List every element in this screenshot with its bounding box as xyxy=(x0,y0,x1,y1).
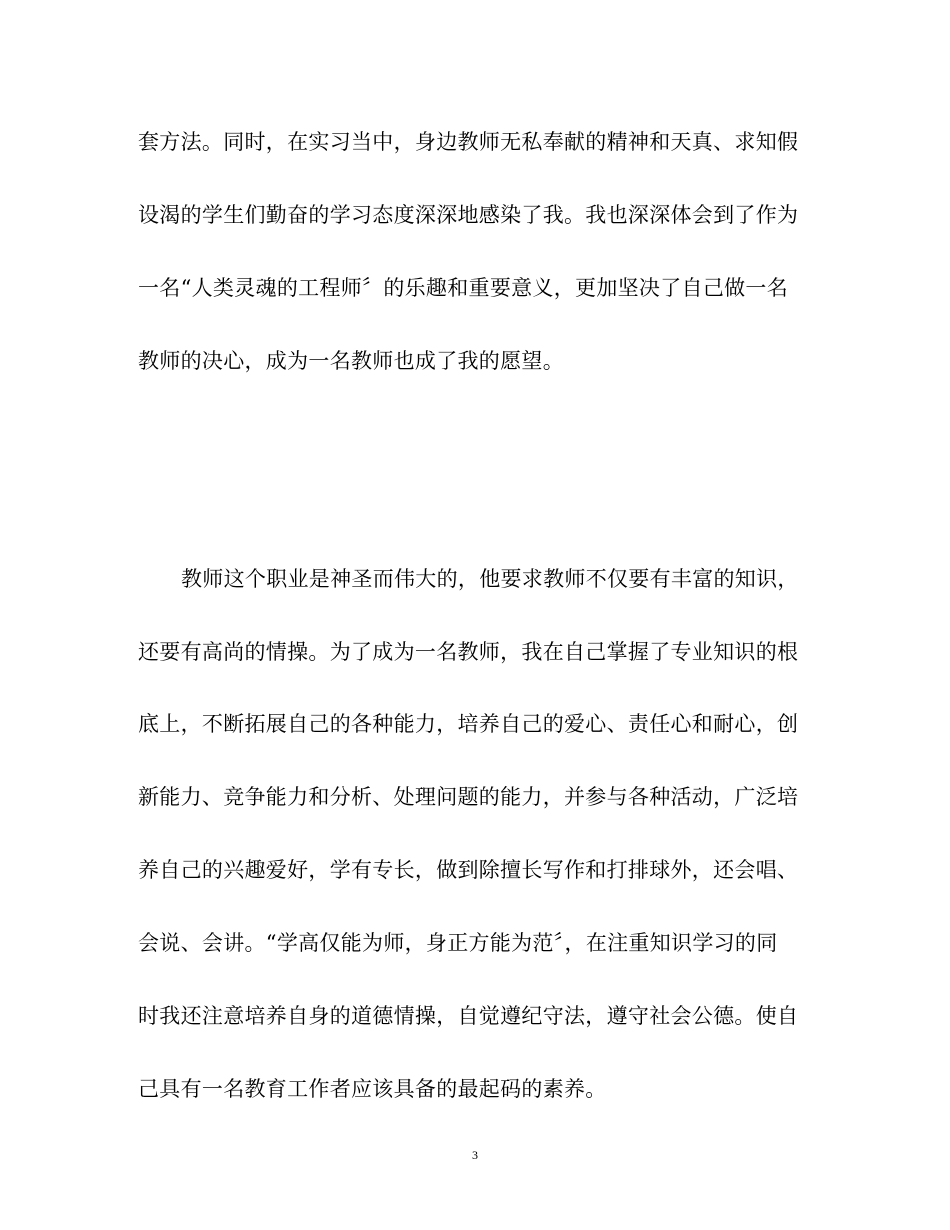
paragraph-1-line-2: 设渴的学生们勤奋的学习态度深深地感染了我。我也深深体会到了作为 xyxy=(138,203,799,227)
paragraph-2-line-4: 新能力、竞争能力和分析、处理问题的能力，并参与各种活动，广泛培 xyxy=(138,785,799,809)
paragraph-2-line-6: 会说、会讲。“学高仅能为师，身正方能为范〞，在注重知识学习的同 xyxy=(138,931,778,955)
paragraph-2-line-7: 时我还注意培养自身的道德情操，自觉遵纪守法，遵守社会公德。使自 xyxy=(138,1004,799,1028)
paragraph-1-line-4: 教师的决心，成为一名教师也成了我的愿望。 xyxy=(138,349,564,373)
page-number: 3 xyxy=(472,1148,478,1162)
paragraph-2-line-3: 底上，不断拓展自己的各种能力，培养自己的爱心、责任心和耐心，创 xyxy=(138,712,799,736)
paragraph-2-line-1: 教师这个职业是神圣而伟大的，他要求教师不仅要有丰富的知识， xyxy=(181,567,799,591)
paragraph-1-line-3: 一名“人类灵魂的工程师〞的乐趣和重要意义，更加坚决了自己做一名 xyxy=(138,276,789,300)
paragraph-1-line-1: 套方法。同时，在实习当中，身边教师无私奉献的精神和天真、求知假 xyxy=(138,130,799,154)
paragraph-2-line-2: 还要有高尚的情操。为了成为一名教师，我在自己掌握了专业知识的根 xyxy=(138,640,799,664)
paragraph-2-line-8: 己具有一名教育工作者应该具备的最起码的素养。 xyxy=(138,1077,607,1101)
paragraph-2-line-5: 养自己的兴趣爱好，学有专长，做到除擅长写作和打排球外，还会唱、 xyxy=(138,858,799,882)
